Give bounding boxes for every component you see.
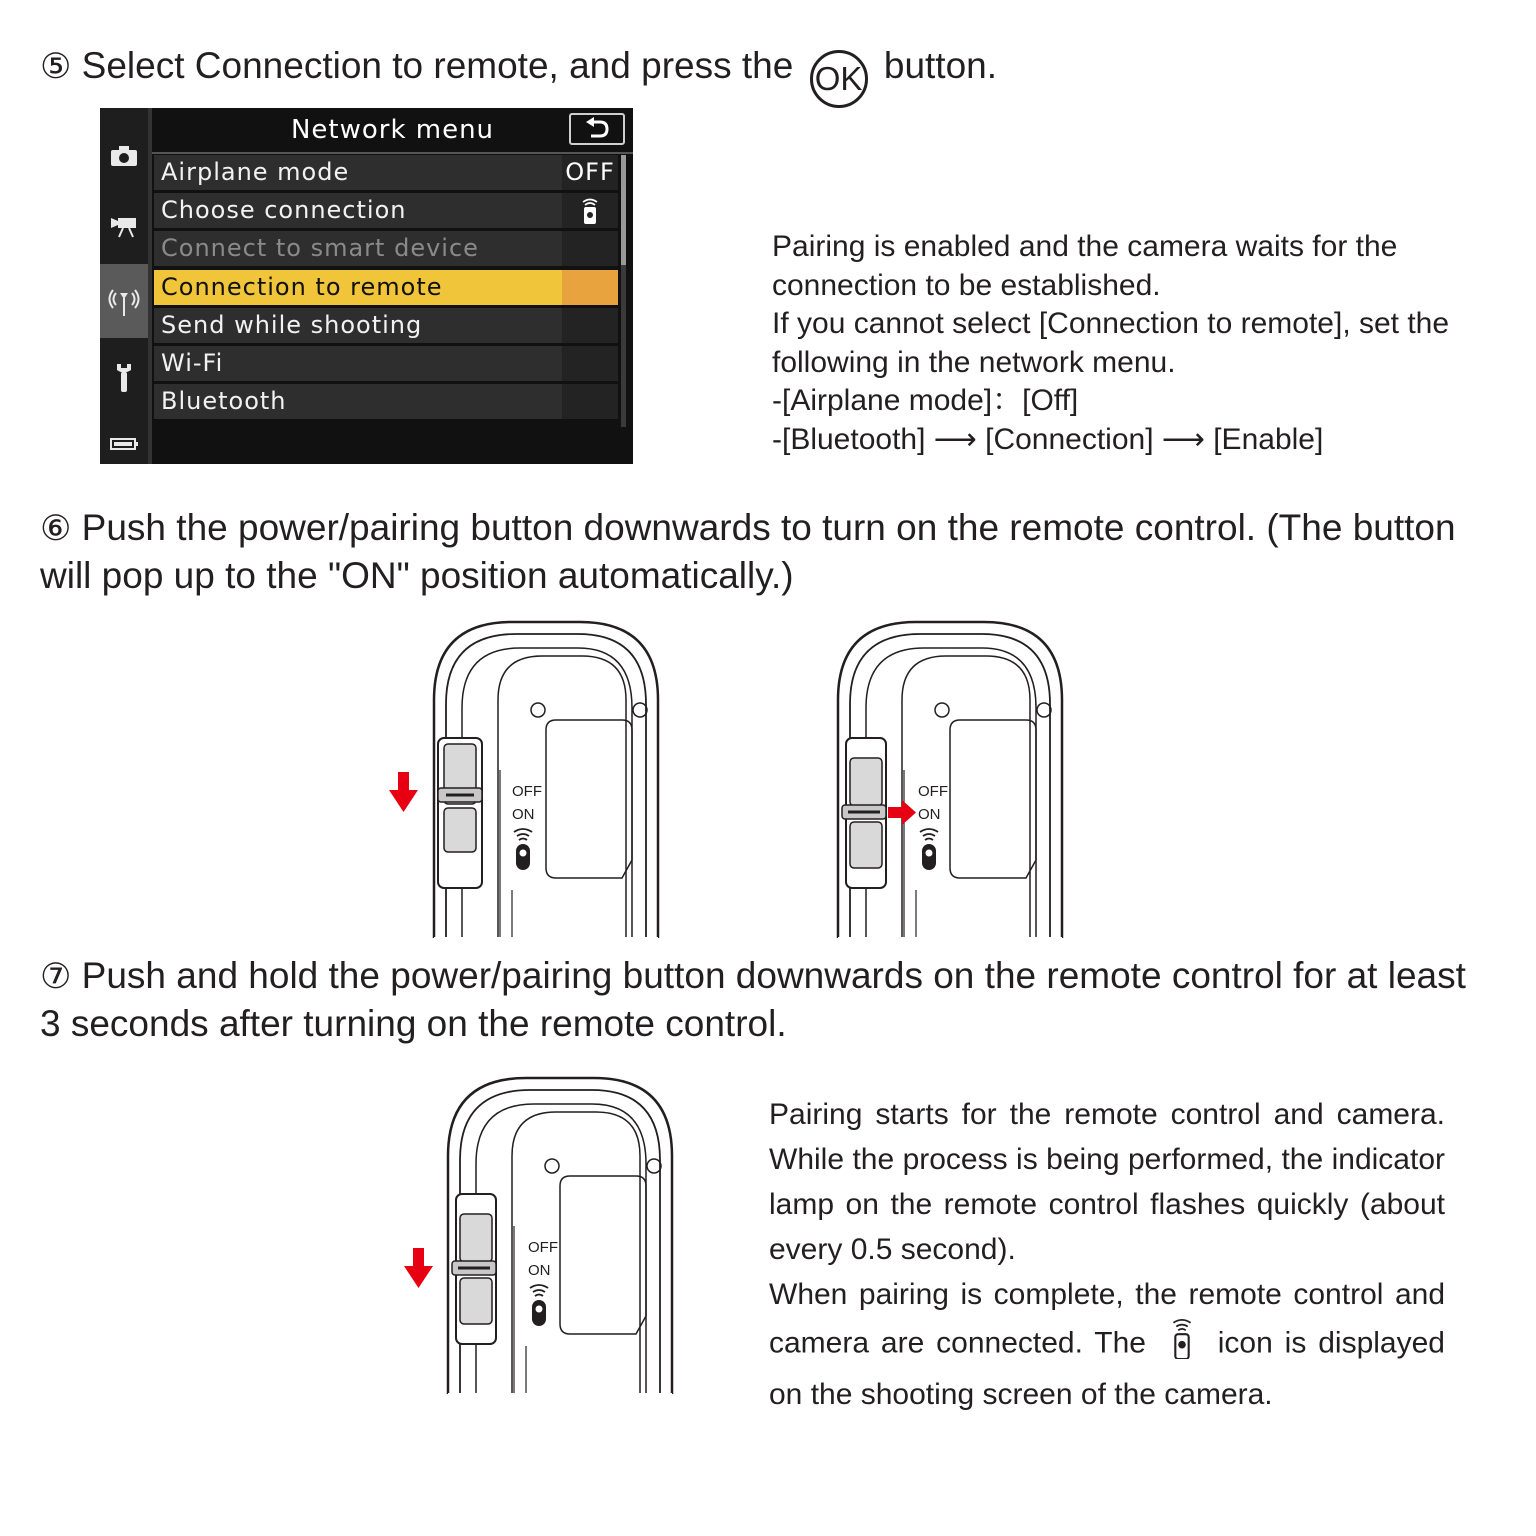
menu-item-value-empty [562, 346, 618, 381]
remote-diagram-push-down [388, 620, 668, 938]
menu-item-label: Airplane mode [161, 158, 350, 186]
menu-item-connection-to-remote[interactable] [154, 270, 618, 305]
menu-item-value-empty [562, 231, 618, 266]
remote-icon [920, 829, 938, 870]
menu-item-label: Wi-Fi [161, 349, 224, 377]
step-7-description [769, 1092, 1445, 1417]
menu-item-label: Connect to smart device [161, 234, 479, 262]
menu-item-bluetooth[interactable] [154, 384, 618, 419]
battery-icon [100, 430, 148, 460]
menu-sidebar [100, 108, 148, 464]
step-text: Push the power/pairing button downwards to turn on the remote control. (The button will pop up to the "ON" position automatically.) [40, 507, 1456, 596]
right-arrow-icon [888, 800, 916, 825]
down-arrow-icon [389, 772, 418, 812]
menu-item-value: OFF [562, 155, 618, 190]
switch-on-label: ON [512, 806, 535, 823]
step-number: ⑤ [40, 47, 72, 86]
movie-camera-icon [100, 204, 148, 244]
menu-item-label: Choose connection [161, 196, 407, 224]
remote-diagram-hold-down [402, 1076, 682, 1394]
return-arrow-icon[interactable] [569, 113, 625, 145]
remote-diagram-on-position [792, 620, 1072, 938]
desc-paragraph [769, 1272, 1445, 1417]
switch-off-label: OFF [918, 783, 948, 800]
step-text-end: button. [883, 45, 998, 86]
menu-scrollbar[interactable] [621, 155, 626, 427]
menu-item-value-empty [562, 270, 618, 305]
switch-off-label: OFF [512, 783, 542, 800]
scrollbar-thumb[interactable] [621, 155, 626, 265]
remote-icon [562, 193, 618, 228]
step-text: Push and hold the power/pairing button downwards on the remote control for at least 3 seconds after turning on the remote control. [40, 955, 1466, 1044]
menu-item-label: Send while shooting [161, 311, 423, 339]
note-line: Pairing is enabled and the camera waits for the connection to be established. [772, 230, 1398, 302]
sidebar-divider [148, 108, 152, 464]
menu-item-value-empty [562, 308, 618, 343]
note-line: -[Airplane mode]：[Off] [772, 384, 1079, 417]
note-line: -[Bluetooth] ⟶ [Connection] ⟶ [Enable] [772, 422, 1324, 456]
power-pairing-switch [452, 1194, 496, 1344]
switch-on-label: ON [528, 1262, 551, 1279]
network-wireless-icon [100, 264, 148, 338]
step-number: ⑦ [40, 957, 72, 996]
menu-item-label: Connection to remote [161, 273, 443, 301]
menu-item-value-empty [562, 384, 618, 419]
wrench-icon [100, 358, 148, 398]
camera-icon [100, 136, 148, 176]
ok-button-icon: OK [810, 50, 868, 108]
remote-icon [1168, 1317, 1196, 1372]
remote-icon [514, 829, 532, 870]
desc-paragraph: Pairing starts for the remote control and camera. While the process is being performed, the indicator lamp on the remote control flashes quickly (about every 0.5 second). [769, 1098, 1445, 1266]
step-6-heading [40, 504, 1480, 599]
remote-icon [530, 1285, 548, 1326]
menu-item-send-while-shooting[interactable] [154, 308, 618, 343]
power-pairing-switch [438, 738, 482, 888]
step-7-heading [40, 952, 1480, 1047]
down-arrow-icon [404, 1248, 433, 1288]
desc-text: icon is displayed on the shooting screen of the camera. [769, 1326, 1445, 1411]
menu-item-connect-smart-device [154, 231, 618, 266]
menu-item-airplane-mode[interactable] [154, 155, 618, 190]
menu-item-label: Bluetooth [161, 387, 287, 415]
step-5-note [772, 228, 1472, 459]
power-pairing-switch [842, 738, 886, 888]
switch-off-label: OFF [528, 1239, 558, 1256]
switch-on-label: ON [918, 806, 941, 823]
step-number: ⑥ [40, 509, 72, 548]
desc-text: When pairing is complete, the remote control and camera are connected. The [769, 1278, 1445, 1360]
step-text: Select Connection to remote, and press the [81, 45, 794, 86]
camera-menu-screen [100, 108, 633, 464]
step-5-heading [40, 42, 997, 108]
note-line: If you cannot select [Connection to remote], set the following in the network menu. [772, 307, 1450, 379]
menu-item-wifi[interactable] [154, 346, 618, 381]
menu-title: Network menu [152, 108, 633, 154]
menu-item-choose-connection[interactable] [154, 193, 618, 228]
